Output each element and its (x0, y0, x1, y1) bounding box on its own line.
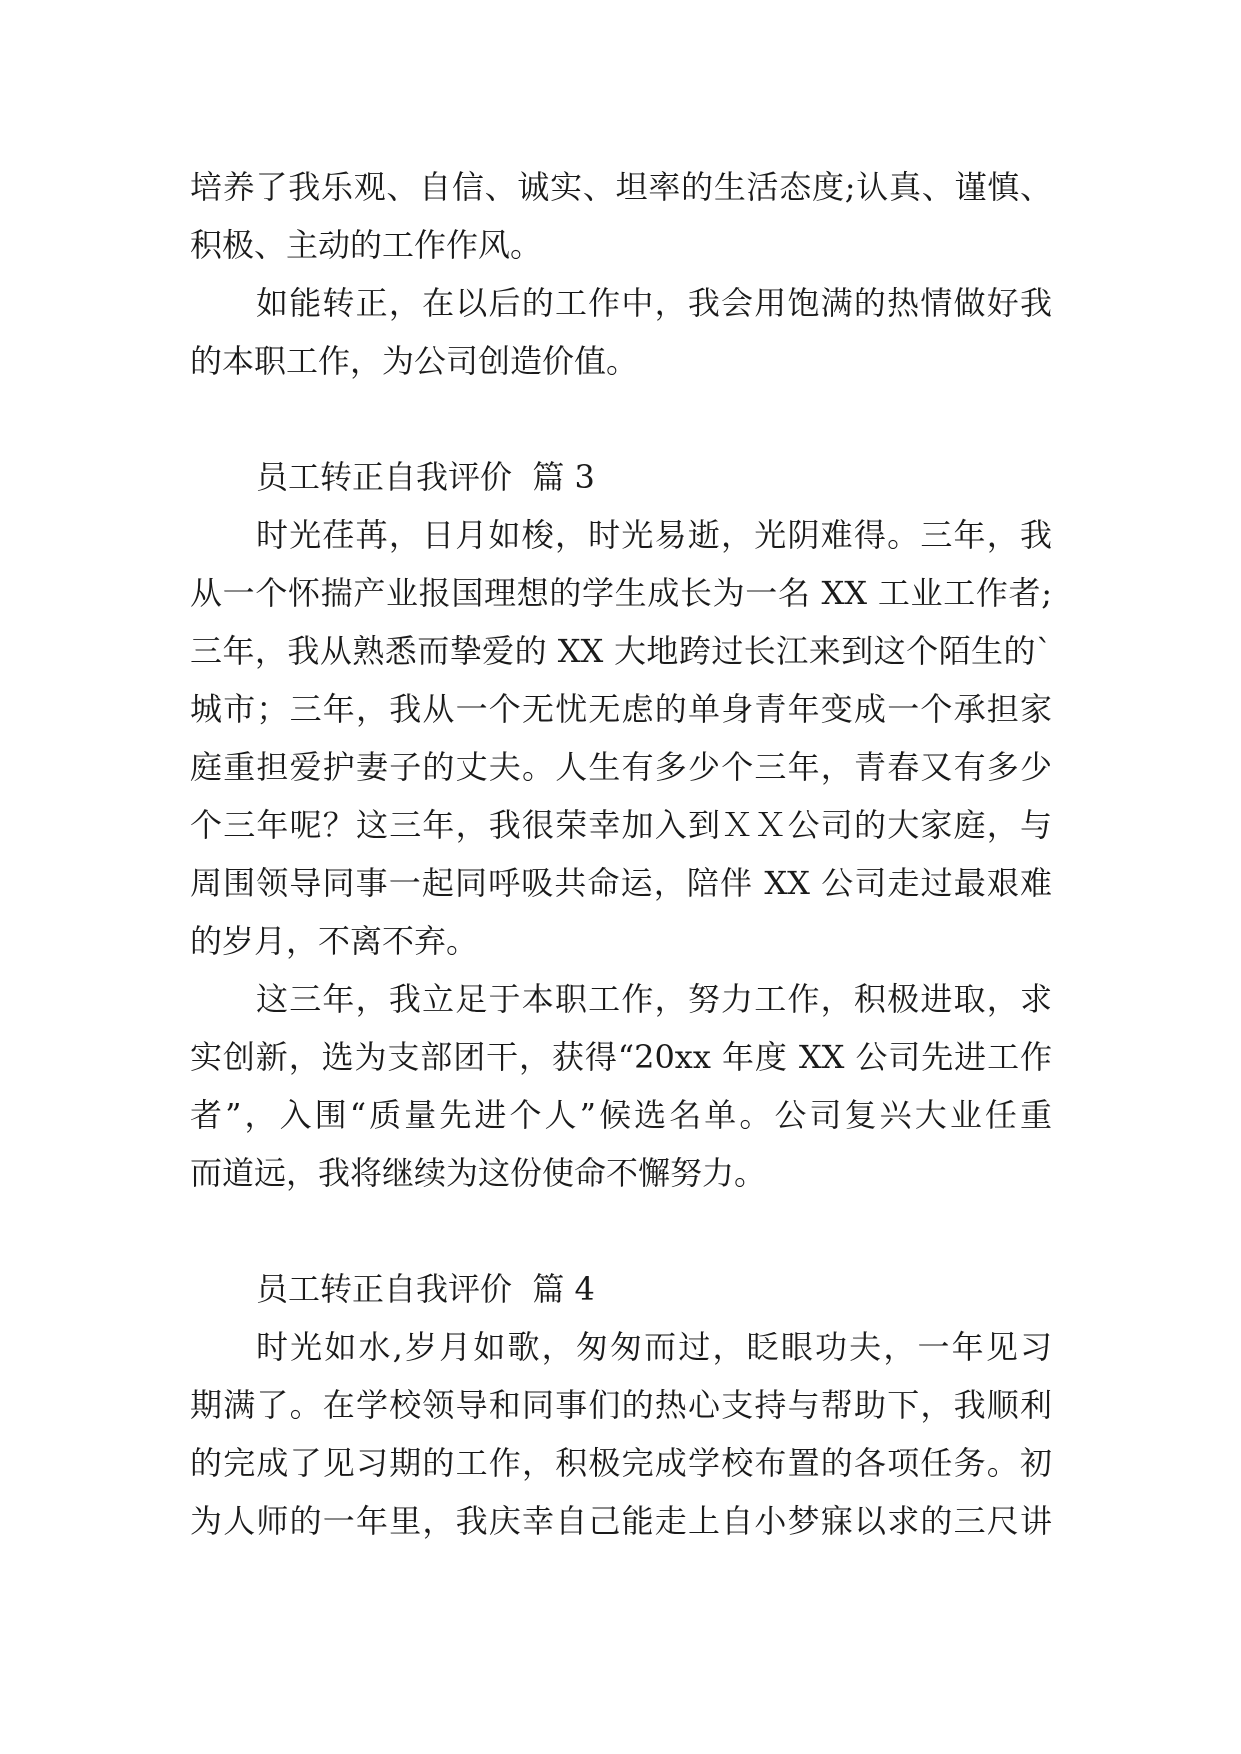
text-line: 者”，入围“质量先进个人”候选名单。公司复兴大业任重 (190, 1096, 1052, 1134)
text-line: 周围领导同事一起同呼吸共命运，陪伴 XX 公司走过最艰难 (190, 864, 1052, 902)
text-line: 培养了我乐观、自信、诚实、坦率的生活态度;认真、谨慎、 (190, 168, 1052, 206)
text-line: 的岁月，不离不弃。 (190, 922, 479, 960)
paragraph (190, 274, 1052, 390)
paragraph (190, 1318, 1052, 1550)
text-line: 庭重担爱护妻子的丈夫。人生有多少个三年，青春又有多少 (190, 748, 1052, 786)
text-line: 而道远，我将继续为这份使命不懈努力。 (190, 1154, 767, 1192)
paragraph (190, 506, 1052, 970)
paragraph (190, 158, 1052, 274)
text-line: 时光如水,岁月如歌，匆匆而过，眨眼功夫，一年见习 (256, 1328, 1052, 1366)
text-line: 这三年，我立足于本职工作，努力工作，积极进取，求 (256, 980, 1052, 1018)
section-heading: 员工转正自我评价 篇 3 (256, 458, 595, 496)
text-line: 的本职工作，为公司创造价值。 (190, 342, 639, 380)
text-line: 城市；三年，我从一个无忧无虑的单身青年变成一个承担家 (190, 690, 1052, 728)
paragraph-gap (190, 1202, 1052, 1260)
text-line: 为人师的一年里，我庆幸自己能走上自小梦寐以求的三尺讲 (190, 1502, 1052, 1540)
text-line: 时光荏苒，日月如梭，时光易逝，光阴难得。三年，我 (256, 516, 1052, 554)
text-line: 如能转正，在以后的工作中，我会用饱满的热情做好我 (256, 284, 1052, 322)
paragraph (190, 970, 1052, 1202)
text-line: 的完成了见习期的工作，积极完成学校布置的各项任务。初 (190, 1444, 1052, 1482)
section-heading: 员工转正自我评价 篇 4 (256, 1270, 595, 1308)
paragraph-gap (190, 390, 1052, 448)
text-line: 个三年呢？这三年，我很荣幸加入到ＸＸ公司的大家庭，与 (190, 806, 1052, 844)
text-line: 积极、主动的工作作风。 (190, 226, 543, 264)
text-line: 三年，我从熟悉而挚爱的 XX 大地跨过长江来到这个陌生的` (190, 632, 1052, 670)
text-line: 期满了。在学校领导和同事们的热心支持与帮助下，我顺利 (190, 1386, 1052, 1424)
document-body (190, 158, 1052, 1550)
text-line: 实创新，选为支部团干，获得“20xx 年度 XX 公司先进工作 (190, 1038, 1052, 1076)
text-line: 从一个怀揣产业报国理想的学生成长为一名 XX 工业工作者; (190, 574, 1052, 612)
